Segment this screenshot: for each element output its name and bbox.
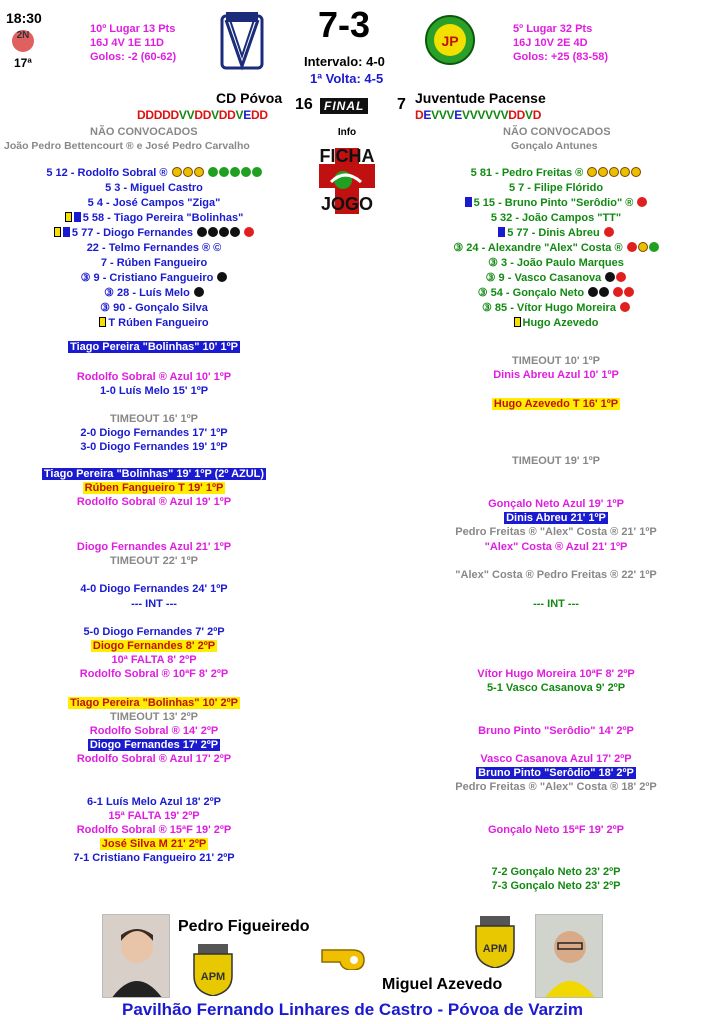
event-foul[interactable]: "Alex" Costa ® Azul 21' 1ºP <box>484 541 628 553</box>
event-foul-count[interactable]: 10ª FALTA 8' 2ºP <box>111 654 197 666</box>
roster-row[interactable]: 5 3 - Miguel Castro <box>105 182 203 194</box>
form-result: V <box>178 108 187 122</box>
away-not-called: Gonçalo Antunes <box>511 140 598 152</box>
form-result: D <box>259 108 268 122</box>
event-interval: --- INT --- <box>533 598 579 610</box>
event-timeout[interactable]: TIMEOUT 10' 1ºP <box>512 355 600 367</box>
stat-icon <box>638 242 648 252</box>
first-leg-score: 1ª Volta: 4-5 <box>310 71 384 86</box>
form-result: D <box>415 108 424 122</box>
home-goals: Golos: -2 (60-62) <box>90 51 177 63</box>
roster-row[interactable]: 22 - Telmo Fernandes ® © <box>86 242 222 254</box>
roster-row[interactable]: 5 32 - João Campos "TT" <box>490 212 622 224</box>
roster-row[interactable]: 5 81 - Pedro Freitas ® <box>406 166 705 181</box>
stat-icon <box>172 167 182 177</box>
goal-icon <box>588 287 598 297</box>
form-result: V <box>469 108 478 122</box>
division-badge: 2N <box>12 30 34 52</box>
roster-row[interactable]: ③ 9 - Vasco Casanova <box>406 271 705 286</box>
event-goal[interactable]: 4-0 Diogo Fernandes 24' 1ºP <box>80 583 228 595</box>
form-result: V <box>485 108 493 122</box>
info-label: Info <box>337 127 357 138</box>
home-not-called: João Pedro Bettencourt ® e José Pedro Carvalho <box>4 140 250 152</box>
event-goal[interactable]: 5-1 Vasco Casanova 9' 2ºP <box>486 682 626 694</box>
form-result: D <box>145 108 154 122</box>
roster-row[interactable]: 5 15 - Bruno Pinto "Serôdio" ® <box>406 196 705 211</box>
goal-icon <box>217 272 227 282</box>
foul-icon <box>620 302 630 312</box>
foul-icon <box>616 272 626 282</box>
stat-icon <box>252 167 262 177</box>
event-foul[interactable]: Rodolfo Sobral ® Azul 17' 2ºP <box>76 753 232 765</box>
event-yellow-card[interactable]: Hugo Azevedo T 16' 1ºP <box>493 398 619 410</box>
home-form <box>137 108 268 122</box>
event-blue-card[interactable]: Bruno Pinto "Serôdio" 18' 2ºP <box>478 767 634 779</box>
stat-icon <box>219 167 229 177</box>
roster-row[interactable]: ③ 24 - Alexandre "Alex" Costa ® <box>406 241 705 256</box>
event-goal[interactable]: 2-0 Diogo Fernandes 17' 1ºP <box>80 427 228 439</box>
event-blue-card[interactable]: Tiago Pereira "Bolinhas" 19' 1ºP (2º AZUL) <box>43 468 265 480</box>
event-substitution[interactable]: Pedro Freitas ® "Alex" Costa ® 21' 1ºP <box>455 526 657 538</box>
final-score: 7-3 <box>318 4 371 45</box>
goal-icon <box>605 272 615 282</box>
stat-icon <box>208 167 218 177</box>
event-yellow-card[interactable]: Diogo Fernandes 8' 2ºP <box>92 640 216 652</box>
association-crest-icon <box>472 916 518 968</box>
home-not-called-title: NÃO CONVOCADOS <box>90 126 198 138</box>
stat-icon <box>620 167 630 177</box>
halftime-score: Intervalo: 4-0 <box>304 54 385 69</box>
away-team-name[interactable]: Juventude Pacense <box>415 90 546 106</box>
referee-1-name: Pedro Figueiredo <box>178 918 310 935</box>
blue-card-icon <box>63 227 70 237</box>
event-foul[interactable]: Vítor Hugo Moreira 10ªF 8' 2ºP <box>477 668 635 680</box>
ficha-top-text: FICHA <box>319 146 375 166</box>
foul-icon <box>624 287 634 297</box>
form-result: V <box>438 108 447 122</box>
event-timeout[interactable]: TIMEOUT 16' 1ºP <box>110 413 198 425</box>
form-result: V <box>235 108 244 122</box>
stat-icon <box>609 167 619 177</box>
form-result: V <box>477 108 486 122</box>
form-result: V <box>446 108 455 122</box>
roster-row[interactable]: 5 7 - Filipe Flórido <box>508 182 604 194</box>
form-result: D <box>508 108 517 122</box>
away-roster <box>406 166 705 331</box>
form-result: V <box>186 108 195 122</box>
roster-row[interactable]: 5 58 - Tiago Pereira "Bolinhas" <box>4 211 304 226</box>
event-foul[interactable]: Gonçalo Neto Azul 19' 1ºP <box>488 498 624 510</box>
event-goal[interactable]: 1-0 Luís Melo 15' 1ºP <box>99 385 209 397</box>
home-roster <box>4 166 304 331</box>
roster-row[interactable]: 5 77 - Dinis Abreu <box>406 226 705 241</box>
stat-icon <box>631 167 641 177</box>
form-result: E <box>454 108 462 122</box>
form-result: D <box>170 108 179 122</box>
event-foul[interactable]: Bruno Pinto "Serôdio" 14' 2ºP <box>478 725 634 737</box>
goal-icon <box>194 287 204 297</box>
away-not-called-title: NÃO CONVOCADOS <box>503 126 611 138</box>
referee-1-photo <box>102 914 170 998</box>
yellow-card-icon <box>514 317 521 327</box>
event-blue-card[interactable]: Diogo Fernandes 17' 2ºP <box>89 739 219 751</box>
event-foul[interactable]: Rodolfo Sobral ® 15ªF 19' 2ºP <box>76 824 232 836</box>
blue-card-icon <box>74 212 81 222</box>
referee-2-photo <box>535 914 603 998</box>
roster-row[interactable]: ③ 3 - João Paulo Marques <box>488 257 624 269</box>
form-result: V <box>525 108 533 122</box>
away-rank: 5º Lugar 32 Pts <box>513 23 593 35</box>
form-result: V <box>211 108 219 122</box>
foul-icon <box>604 227 614 237</box>
svg-text:APM: APM <box>200 971 226 983</box>
form-result: D <box>194 108 203 122</box>
event-foul[interactable]: Rodolfo Sobral ® Azul 10' 1ºP <box>76 371 232 383</box>
home-rank: 10º Lugar 13 Pts <box>90 23 176 35</box>
roster-row[interactable]: ③ 90 - Gonçalo Silva <box>100 302 208 314</box>
roster-row[interactable]: 5 77 - Diogo Fernandes <box>4 226 304 241</box>
association-crest-icon <box>190 944 236 996</box>
goal-icon <box>197 227 207 237</box>
form-result: D <box>250 108 260 122</box>
stat-icon <box>649 242 659 252</box>
form-result: D <box>153 108 163 122</box>
event-foul[interactable]: Dinis Abreu Azul 10' 1ºP <box>493 369 619 381</box>
yellow-card-icon <box>54 227 61 237</box>
away-record: 16J 10V 2E 4D <box>513 37 588 49</box>
svg-text:APM: APM <box>482 943 508 955</box>
home-count: 16 <box>295 96 313 113</box>
event-blue-card[interactable]: Tiago Pereira "Bolinhas" 10' 1ºP <box>70 341 238 353</box>
home-team-name[interactable]: CD Póvoa <box>216 90 283 106</box>
event-timeout[interactable]: TIMEOUT 19' 1ºP <box>512 455 600 467</box>
form-result: E <box>243 108 251 122</box>
event-timeout[interactable]: TIMEOUT 13' 2ºP <box>110 711 198 723</box>
form-result: D <box>532 108 542 122</box>
event-interval: --- INT --- <box>131 598 177 610</box>
form-result: E <box>423 108 432 122</box>
event-foul[interactable]: Diogo Fernandes Azul 21' 1ºP <box>76 541 232 553</box>
away-count: 7 <box>397 96 406 113</box>
svg-text:JP: JP <box>441 33 459 49</box>
foul-icon <box>244 227 254 237</box>
stat-icon <box>194 167 204 177</box>
event-goal[interactable]: 7-2 Gonçalo Neto 23' 2ºP <box>491 866 621 878</box>
event-foul[interactable]: Vasco Casanova Azul 17' 2ºP <box>480 753 632 765</box>
away-stats <box>513 22 633 64</box>
form-result: V <box>461 108 470 122</box>
stat-icon <box>230 167 240 177</box>
foul-icon <box>613 287 623 297</box>
home-crest-icon[interactable] <box>220 10 264 72</box>
match-sheet-link[interactable] <box>303 127 391 217</box>
roster-row[interactable]: ③ 28 - Luís Melo <box>4 286 304 301</box>
blue-card-icon <box>498 227 505 237</box>
form-result: D <box>218 108 228 122</box>
goal-icon <box>208 227 218 237</box>
roster-row[interactable]: ③ 85 - Vítor Hugo Moreira <box>406 301 705 316</box>
roster-row[interactable]: Hugo Azevedo <box>406 316 705 331</box>
foul-icon <box>637 197 647 207</box>
stat-icon <box>598 167 608 177</box>
event-blue-card[interactable]: Dinis Abreu 21' 1ºP <box>506 512 606 524</box>
roster-row[interactable]: ③ 9 - Cristiano Fangueiro <box>4 271 304 286</box>
event-substitution[interactable]: "Alex" Costa ® Pedro Freitas ® 22' 1ºP <box>455 569 657 581</box>
whistle-icon <box>318 940 372 970</box>
stat-icon <box>587 167 597 177</box>
event-foul[interactable]: Gonçalo Neto 15ªF 19' 2ºP <box>487 824 625 836</box>
event-foul[interactable]: Rodolfo Sobral ® 10ªF 8' 2ºP <box>79 668 229 680</box>
away-form <box>415 108 541 122</box>
yellow-card-icon <box>99 317 106 327</box>
event-timeout[interactable]: TIMEOUT 22' 1ºP <box>110 555 198 567</box>
stat-icon <box>241 167 251 177</box>
roster-row[interactable]: 7 - Rúben Fangueiro <box>100 257 208 269</box>
form-result: V <box>492 108 501 122</box>
blue-card-icon <box>465 197 472 207</box>
referee-2-name: Miguel Azevedo <box>382 976 503 993</box>
away-goals: Golos: +25 (83-58) <box>513 51 609 63</box>
stat-icon <box>183 167 193 177</box>
matchday-label: 17ª <box>14 56 32 70</box>
home-record: 16J 4V 1E 11D <box>90 37 165 49</box>
form-result: D <box>516 108 526 122</box>
event-goal[interactable]: 7-3 Gonçalo Neto 23' 2ºP <box>491 880 621 892</box>
event-yellow-card[interactable]: José Silva M 21' 2ºP <box>101 838 207 850</box>
form-result: V <box>431 108 439 122</box>
event-goal[interactable]: 7-1 Cristiano Fangueiro 21' 2ºP <box>73 852 235 864</box>
form-result: D <box>202 108 212 122</box>
venue-name: Pavilhão Fernando Linhares de Castro - Póvoa de Varzim <box>121 1000 584 1019</box>
event-yellow-card[interactable]: Tiago Pereira "Bolinhas" 10' 2ºP <box>70 697 238 709</box>
goal-icon <box>219 227 229 237</box>
roster-row[interactable]: T Rúben Fangueiro <box>4 316 304 331</box>
form-result: D <box>137 108 146 122</box>
event-substitution[interactable]: Pedro Freitas ® "Alex" Costa ® 18' 2ºP <box>455 781 657 793</box>
event-foul[interactable]: Rodolfo Sobral ® Azul 19' 1ºP <box>76 496 232 508</box>
goal-icon <box>230 227 240 237</box>
event-goal[interactable]: 3-0 Diogo Fernandes 19' 1ºP <box>80 441 228 453</box>
match-sheet-icon <box>303 138 391 216</box>
yellow-card-icon <box>65 212 72 222</box>
form-result: D <box>227 108 236 122</box>
match-time: 18:30 <box>6 10 42 26</box>
goal-icon <box>599 287 609 297</box>
form-result: D <box>162 108 171 122</box>
final-badge: FINAL <box>320 98 368 114</box>
event-foul[interactable]: Rodolfo Sobral ® 14' 2ºP <box>89 725 219 737</box>
ficha-bottom-text: JOGO <box>320 194 374 214</box>
roster-row[interactable]: 5 4 - José Campos "Ziga" <box>87 197 221 209</box>
event-foul-count[interactable]: 15ª FALTA 19' 2ºP <box>108 810 200 822</box>
roster-row[interactable]: 5 12 - Rodolfo Sobral ® <box>4 166 304 181</box>
form-result: V <box>500 108 509 122</box>
away-crest-icon[interactable] <box>424 14 476 66</box>
event-goal[interactable]: 5-0 Diogo Fernandes 7' 2ºP <box>83 626 225 638</box>
event-goal[interactable]: 6-1 Luís Melo Azul 18' 2ºP <box>87 796 221 808</box>
foul-icon <box>627 242 637 252</box>
roster-row[interactable]: ③ 54 - Gonçalo Neto <box>406 286 705 301</box>
home-stats <box>90 22 210 64</box>
event-yellow-card[interactable]: Rúben Fangueiro T 19' 1ºP <box>84 482 224 494</box>
